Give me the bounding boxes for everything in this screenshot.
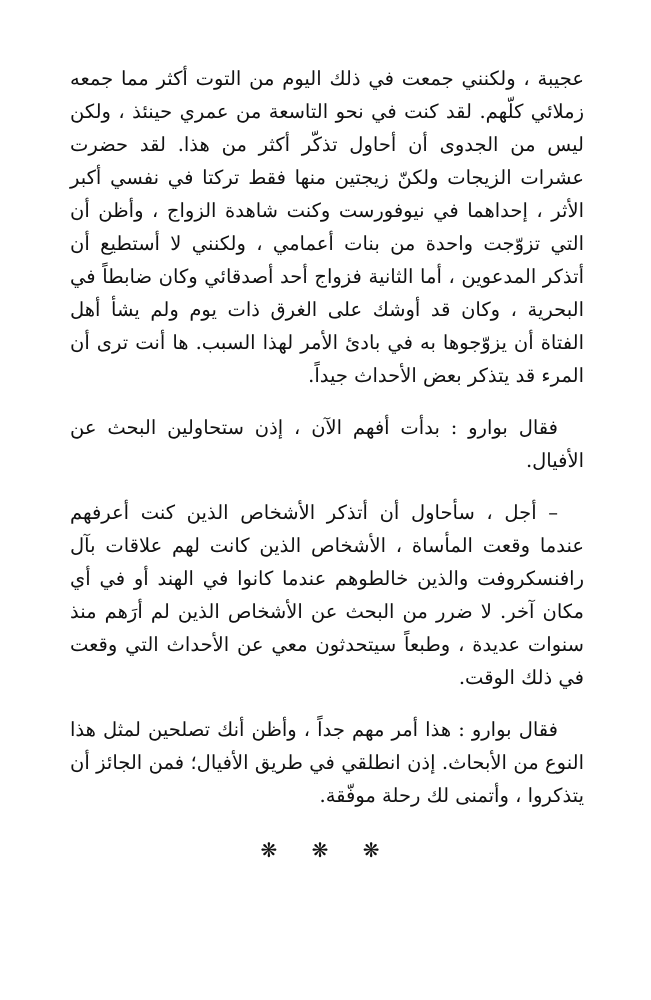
paragraph-3: – أجل ، سأحاول أن أتذكر الأشخاص الذين كنت أعرفهم عندما وقعت المأساة ، الأشخاص الذين كانت لهم علاقات بآل رافنسكروفت والذين خالطوهم عندما كانوا في الهند أو في أي مكان آخر. لا ضرر من البحث عن الأشخاص الذين لم أرَهم منذ سنوات عديدة ، وطبعاً سيتحدثون معي عن الأحداث التي وقعت في ذلك الوقت. — [70, 501, 584, 689]
section-break-ornament: ❋ ❋ ❋ — [260, 838, 394, 862]
paragraph-1: عجيبة ، ولكنني جمعت في ذلك اليوم من التوت أكثر مما جمعه زملائي كلّهم. لقد كنت في نحو التاسعة من عمري حينئذ ، ولكن ليس من الجدوى أن أحاول تذكّر أكثر من هذا. لقد حضرت عشرات الزيجات ولكنّ زيجتين منها فقط تركتا في نفسي أكبر الأثر ، إحداهما في نيوفورست وكنت شاهدة الزواج ، وأظن أن التي تزوّجت واحدة من بنات أعمامي ، ولكنني لا أستطيع أن أتذكر المدعوين ، أما الثانية فزواج أحد أصدقائي وكان ضابطاً في البحرية ، وكان قد أوشك على الغرق ذات يوم ولم يشأ أهل الفتاة أن يزوّجوها به في بادئ الأمر لهذا السبب. ها أنت ترى أن المرء قد يتذكر بعض الأحداث جيداً. — [70, 67, 584, 387]
page-body — [70, 62, 584, 867]
paragraph-2: فقال بوارو : بدأت أفهم الآن ، إذن ستحاولين البحث عن الأفيال. — [70, 416, 584, 472]
paragraph-4: فقال بوارو : هذا أمر مهم جداً ، وأظن أنك تصلحين لمثل هذا النوع من الأبحاث. إذن انطلقي في طريق الأفيال؛ فمن الجائز أن يتذكروا ، وأتمنى لك رحلة موفّقة. — [70, 718, 584, 807]
